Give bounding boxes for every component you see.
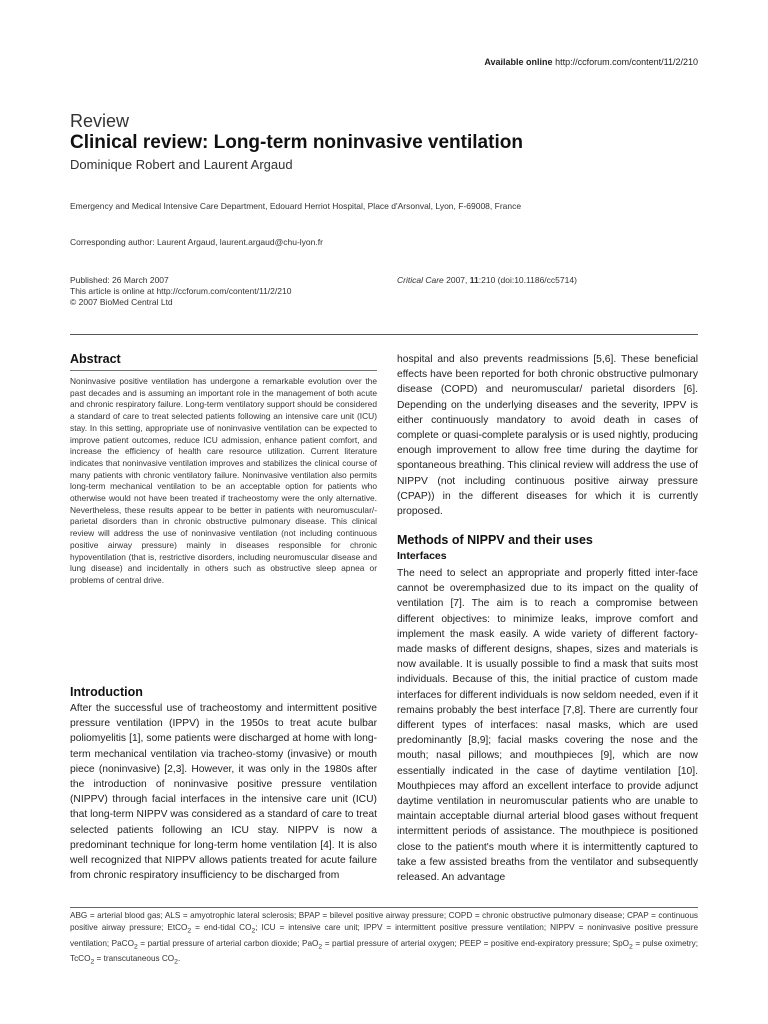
online-location: This article is online at http://ccforum.com/content/11/2/210 bbox=[70, 286, 292, 296]
subscript: 2 bbox=[629, 943, 633, 951]
introduction-heading: Introduction bbox=[70, 685, 143, 699]
subscript: 2 bbox=[251, 927, 256, 935]
subscript: 2 bbox=[174, 958, 178, 966]
publication-info bbox=[70, 275, 291, 308]
article-title: Clinical review: Long-term noninvasive ventilation bbox=[70, 132, 523, 153]
continued-paragraph: hospital and also prevents readmissions [5,6]. These beneficial effects have been reported for both chronic obstructive pulmonary disease (COPD) and neuromuscular/ parietal disorders [6]. Depending on the underlying diseases and the severity, IPPV is either continuously mandatory to avoid death in cases of complete or quasi-complete paralysis or is used nightly, producing enough improvement to allow free time during the daytime for spontaneous breathing. This clinical review will address the use of NIPPV (not including continuous positive airway pressure (CPAP)) in the different diseases for which it is currently proposed. bbox=[397, 354, 698, 518]
footnote-divider bbox=[70, 907, 698, 908]
subscript: 2 bbox=[90, 958, 95, 966]
abbrev-part: = partial pressure of arterial oxygen; PEEP = positive end-expiratory pressure; SpO bbox=[322, 938, 630, 948]
subscript: 2 bbox=[318, 943, 323, 951]
availability-line bbox=[484, 57, 698, 67]
abbrev-part: . bbox=[177, 954, 181, 964]
article-url-link[interactable]: http://ccforum.com/content/11/2/210 bbox=[555, 57, 698, 67]
citation bbox=[397, 275, 577, 285]
abstract-divider bbox=[70, 370, 377, 371]
citation-year: 2007, bbox=[443, 275, 470, 285]
affiliation: Emergency and Medical Intensive Care Department, Edouard Herriot Hospital, Place d'Arsonval, Lyon, F-69008, France bbox=[70, 201, 522, 211]
abbrev-part: ABG = arterial blood gas; ALS = amyotrophic lateral sclerosis; BPAP = bilevel positive airway pressure; COPD = chronic obstructive pulmonary disease; CPAP = continuous positive airway pressure; EtCO bbox=[70, 911, 698, 932]
citation-volume: 11 bbox=[469, 275, 479, 285]
abstract-text: Noninvasive positive ventilation has undergone a remarkable evolution over the past decades and is assuming an important role in the management of both acute and chronic respiratory failure. Long-term ventilatory support should be considered a standard of care to treat selected patients following an intensive care unit (ICU) stay. In this setting, appropriate use of noninvasive ventilation can be expected to improve patient outcomes, reduce ICU admission, enhance patient comfort, and increase the efficiency of health care resource utilization. Current literature indicates that noninvasive ventilation improves and stabilizes the clinical course of many patients with chronic ventilatory failure. Noninvasive ventilation also permits long-term mechanical ventilation to be an acceptable option for patients who otherwise would not have been treated if tracheostomy were the only alternative. Nevertheless, these results appear to be better in patients with neuromuscular/-parietal disorders than in chronic obstructive pulmonary disease. This clinical review will address the use of noninvasive ventilation (not including continuous positive airway pressure) mainly in diseases responsible for chronic hypoventilation (that is, restrictive disorders, including neuromuscular disease and lung disease) and incidentally in others such as obstructive sleep apnea or problems of central drive. bbox=[70, 376, 377, 585]
published-date: Published: 26 March 2007 bbox=[70, 275, 169, 285]
citation-doi: :210 (doi:10.1186/cc5714) bbox=[478, 275, 577, 285]
available-online-label: Available online bbox=[484, 57, 553, 67]
abbrev-part: = partial pressure of arterial carbon dioxide; PaO bbox=[137, 938, 319, 948]
abbrev-part: = pulse oximetry; TcCO bbox=[70, 938, 698, 964]
header-divider bbox=[70, 334, 698, 335]
copyright-notice: © 2007 BioMed Central Ltd bbox=[70, 297, 173, 307]
interfaces-text: The need to select an appropriate and properly fitted inter-face cannot be overemphasized due to its impact on the quality of ventilation [7]. The aim is to reach a compromise between different objectives: to minimize leaks, improve comfort and implement the mask easily. A wide variety of different factory-made masks of different designs, shapes, sizes and materials is now available. It is usually possible to find a mask that suits most individuals. Because of this, the initial practice of custom made interfaces for different individuals is now seldom needed, even if it remains probably the best interface [7,8]. There are currently four different types of interfaces: nasal masks, which are used predominantly [8,9]; facial masks covering the nose and the mouth; nasal pillows; and mouthpieces [9], which are now essentially indicated in the case of daytime ventilation [10]. Mouthpieces may afford an excellent interface to provide adjunct daytime ventilation in neuromuscular patients who are unable to maintain acceptable diurnal arterial blood gases without frequent intermittent periods of assistance. The mouthpiece is positioned close to the patient's mouth where it is intermittently captured to take a few assisted breaths from the ventilator and subsequently released. An advantage bbox=[397, 568, 698, 884]
abbrev-part: = end-tidal CO bbox=[191, 923, 252, 932]
author-list: Dominique Robert and Laurent Argaud bbox=[70, 157, 293, 172]
interfaces-heading: Interfaces bbox=[397, 550, 447, 562]
subscript: 2 bbox=[187, 927, 192, 935]
introduction-text: After the successful use of tracheostomy and intermittent positive pressure ventilation (IPPV) in the 1950s to treat acute bulbar poliomyelitis [1], some patients were discharged at home with long-term mechanical ventilation via tracheo-stomy (invasive) or mouth piece (noninvasive) [2,3]. However, it was only in the 1980s after the introduction of noninvasive positive pressure ventilation (NIPPV) through facial interfaces in the intensive care unit (ICU) that long-term NIPPV was considered as a standard of care to treat selected patients following an ICU stay. NIPPV is now a predominant technique for long-term home ventilation [4]. It is also well recognized that NIPPV allows patients treated for acute failure from chronic respiratory insufficiency to be discharged from bbox=[70, 703, 377, 882]
subscript: 2 bbox=[133, 943, 138, 951]
abbrev-part: ; ICU = intensive care unit; IPPV = intermittent positive pressure ventilation; NIPPV = noninvasive positive pressure ventilation; PaCO bbox=[70, 923, 699, 948]
abbreviations-footnote bbox=[70, 910, 698, 969]
abbrev-part: = transcutaneous CO bbox=[94, 954, 175, 964]
methods-heading: Methods of NIPPV and their uses bbox=[397, 533, 593, 547]
abstract-heading: Abstract bbox=[70, 352, 121, 366]
corresponding-author: Corresponding author: Laurent Argaud, laurent.argaud@chu-lyon.fr bbox=[70, 237, 323, 247]
article-type: Review bbox=[70, 111, 130, 131]
citation-journal: Critical Care bbox=[397, 275, 444, 285]
